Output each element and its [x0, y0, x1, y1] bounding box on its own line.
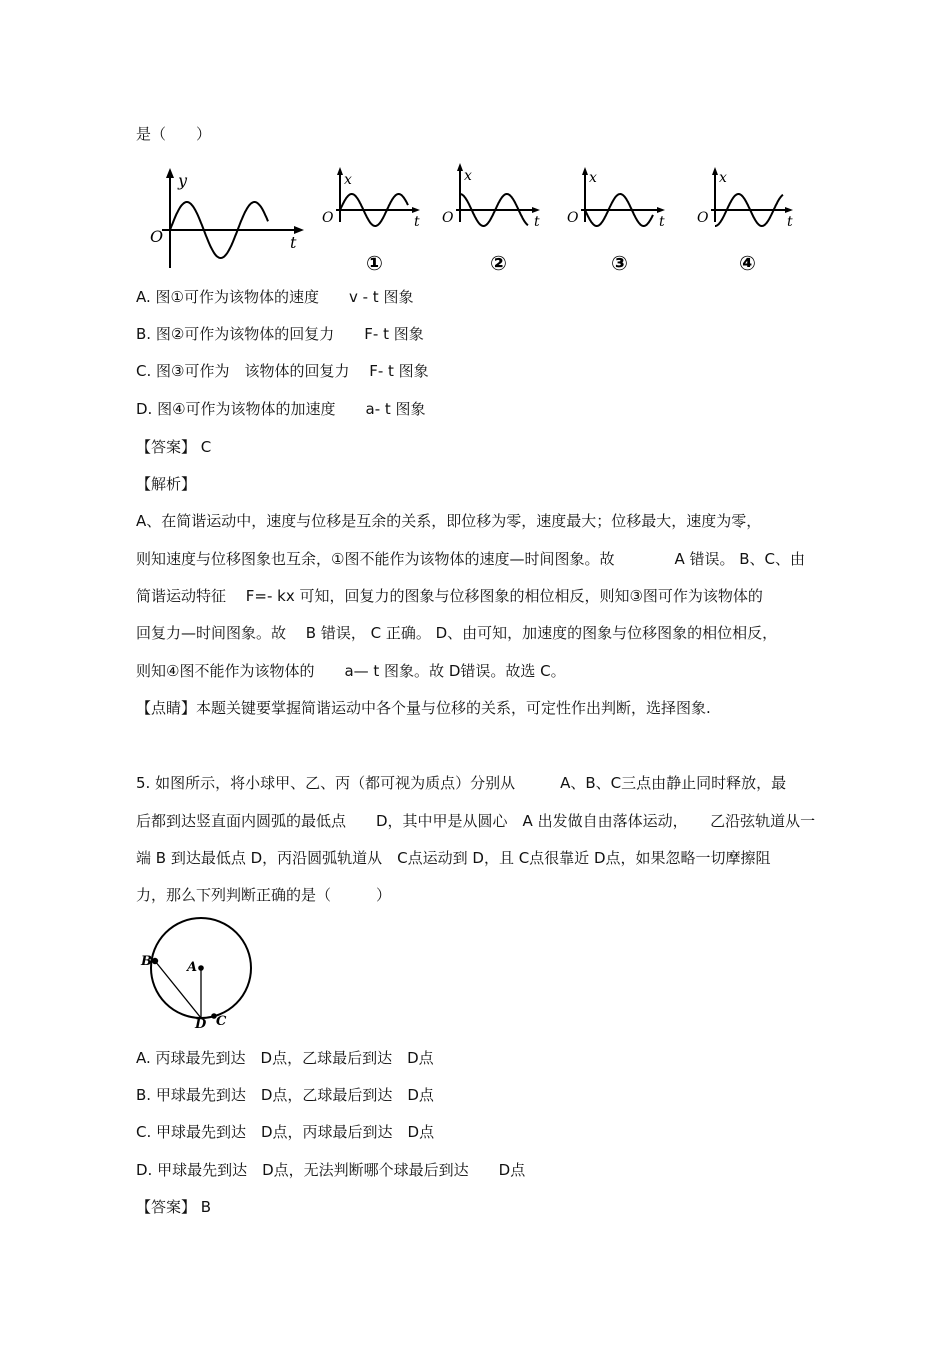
- q5-stem-line-2: 后都到达竖直面内圆弧的最低点 D，其中甲是从圆心 A 出发做自由落体运动， 乙沿弦轨道从一: [136, 812, 816, 830]
- q4-option-d: D. 图④可作为该物体的加速度 a- t 图象: [136, 400, 426, 418]
- q5-option-d: D. 甲球最先到达 D点，无法判断哪个球最后到达 D点: [136, 1161, 526, 1179]
- q4-option-a: A. 图①可作为该物体的速度 v - t 图象: [136, 288, 414, 306]
- main-origin: O: [150, 227, 164, 246]
- svg-text:O: O: [567, 210, 579, 226]
- q4-option-c: C. 图③可作为 该物体的回复力 F- t 图象: [136, 362, 429, 380]
- q5-stem-line-3: 端 B 到达最低点 D，丙沿圆弧轨道从 C点运动到 D，且 C点很靠近 D点，如果忽略一切摩擦阻: [136, 849, 771, 867]
- svg-text:t: t: [787, 214, 793, 230]
- label-c: C: [216, 1014, 227, 1029]
- q5-option-b: B. 甲球最先到达 D点，乙球最后到达 D点: [136, 1086, 434, 1104]
- panel-2: [442, 163, 540, 275]
- q4-comment: 【点睛】本题关键要掌握简谐运动中各个量与位移的关系，可定性作出判断，选择图象.: [136, 699, 711, 717]
- panel-1: [322, 167, 420, 275]
- q5-circle-figure: [136, 915, 266, 1030]
- panel-4-number: ④: [739, 251, 756, 275]
- svg-text:O: O: [442, 210, 454, 226]
- svg-text:x: x: [719, 170, 727, 186]
- svg-text:t: t: [534, 214, 540, 230]
- panel-4: [697, 167, 793, 275]
- panel-2-number: ②: [490, 251, 507, 275]
- q4-figure: [140, 160, 810, 275]
- main-y-label: y: [178, 171, 188, 190]
- q4-analysis-line-1: A、在简谐运动中，速度与位移是互余的关系，即位移为零，速度最大；位移最大，速度为零，: [136, 512, 762, 530]
- q5-stem-line-1: 5. 如图所示，将小球甲、乙、丙（都可视为质点）分别从 A、B、C三点由静止同时释放，最: [136, 774, 787, 792]
- label-b: B: [141, 954, 152, 969]
- q5-answer: 【答案】 B: [136, 1198, 212, 1216]
- svg-text:t: t: [659, 214, 665, 230]
- q4-analysis-line-5: 则知④图不能作为该物体的 a— t 图象。故 D错误。故选 C。: [136, 662, 566, 680]
- main-x-label: t: [290, 233, 297, 252]
- label-d: D: [195, 1017, 207, 1030]
- svg-text:t: t: [414, 214, 420, 230]
- svg-text:x: x: [464, 168, 472, 184]
- q4-analysis-line-2: 则知速度与位移图象也互余，①图不能作为该物体的速度—时间图象。故 A 错误。 B、C、由: [136, 550, 806, 568]
- main-graph: [150, 168, 304, 268]
- panel-3: [567, 167, 665, 275]
- q5-stem-line-4: 力，那么下列判断正确的是（ ）: [136, 886, 392, 904]
- q5-option-c: C. 甲球最先到达 D点，丙球最后到达 D点: [136, 1123, 435, 1141]
- panel-3-number: ③: [611, 251, 628, 275]
- q4-stem-tail: 是（ ）: [136, 125, 212, 143]
- q4-analysis-label: 【解析】: [136, 475, 197, 493]
- svg-text:x: x: [344, 172, 352, 188]
- label-a: A: [187, 960, 198, 975]
- panel-1-number: ①: [366, 251, 383, 275]
- q5-option-a: A. 丙球最先到达 D点，乙球最后到达 D点: [136, 1049, 434, 1067]
- q4-option-b: B. 图②可作为该物体的回复力 F- t 图象: [136, 325, 424, 343]
- q4-analysis-line-3: 简谐运动特征 F=- kx 可知，回复力的图象与位移图象的相位相反，则知③图可作为该物体的: [136, 587, 763, 605]
- svg-text:O: O: [697, 210, 709, 226]
- q4-answer: 【答案】 C: [136, 438, 212, 456]
- svg-text:O: O: [322, 210, 334, 226]
- svg-text:x: x: [589, 170, 597, 186]
- q4-analysis-line-4: 回复力—时间图象。故 B 错误， C 正确。 D、由可知，加速度的图象与位移图象的相位相反，: [136, 624, 778, 642]
